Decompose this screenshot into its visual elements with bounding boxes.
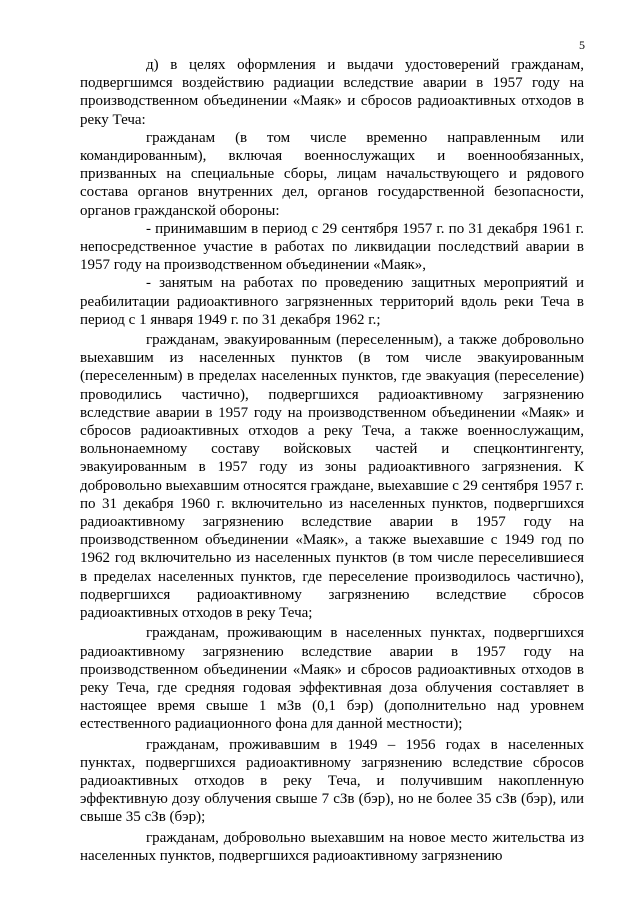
paragraph-evacuated-citizens: гражданам, эвакуированным (переселенным), а также добровольно выехавшим из населенных пунктов (в том числе эвакуированным (переселенным) в пределах населенных пунктов, где эвакуация (переселение) проводились частично), подвергшихся радиоактивному загрязнению вследствие аварии в 1957 году на производственном объединении «Маяк» и сбросов радиоактивных отходов а реку Теча, а также военнослужащим, вольнонаемному составу войсковых частей и спецконтингенту, эвакуированным в 1957 году из зоны радиоактивного загрязнения. К добровольно выехавшим относятся граждане, выехавшие с 29 сентября 1957 г. по 31 декабря 1960 г. включительно из населенных пунктов, подвергшихся радиоактивному загрязнению вследствие аварии в 1957 году на производственном объединении «Маяк», а также выехавшие с 1949 год по 1962 год включительно из населенных пунктов (в том числе переселившиеся в пределах населенных пунктов, где переселение производилось частично), подвергшихся радиоактивному загрязнению вследствие сбросов радиоактивных отходов в реку Теча; [80, 332, 584, 622]
document-body [80, 56, 584, 865]
paragraph-residing-citizens: гражданам, проживающим в населенных пунктах, подвергшихся радиоактивному загрязнению вследствие аварии в 1957 году на производственном объединении «Маяк» и сбросов радиоактивных отходов в реку Теча, где средняя годовая эффективная доза облучения составляет в настоящее время свыше 1 мЗв (0,1 бэр) (дополнительно над уровнем естественного радиационного фона для данной местности); [80, 625, 584, 733]
paragraph-resided-1949-1956: гражданам, проживавшим в 1949 – 1956 годах в населенных пунктах, подвергшихся радиоактивному загрязнению вследствие сбросов радиоактивных отходов в реку Теча, и получившим накопленную эффективную дозу облучения свыше 7 сЗв (бэр), но не более 35 сЗв (бэр), или свыше 35 сЗв (бэр); [80, 736, 584, 826]
page-number: 5 [579, 38, 585, 52]
paragraph-liquidation-participants: - принимавшим в период с 29 сентября 1957 г. по 31 декабря 1961 г. непосредственное участие в работах по ликвидации последствий аварии в 1957 году на производственном объединении «Маяк», [80, 220, 584, 274]
paragraph-techa-protective-works: - занятым на работах по проведению защитных мероприятий и реабилитации радиоактивного загрязненных территорий вдоль реки Теча в период с 1 января 1949 г. по 31 декабря 1962 г.; [80, 275, 584, 328]
paragraph-citizens-personnel: гражданам (в том числе временно направленным или командированным), включая военнослужащих и военнообязанных, призванных на специальные сборы, лицам начальствующего и рядового состава органов внутренних дел, органов государственной безопасности, органов гражданской обороны: [80, 129, 584, 219]
paragraph-voluntarily-relocated: гражданам, добровольно выехавшим на новое место жительства из населенных пунктов, подвергшихся радиоактивному загрязнению [80, 829, 584, 864]
paragraph-item-d-intro: д) в целях оформления и выдачи удостоверений гражданам, подвергшимся воздействию радиации вследствие аварии в 1957 году на производственном объединении «Маяк» и сбросов радиоактивных отходов в реку Теча: [80, 57, 584, 128]
